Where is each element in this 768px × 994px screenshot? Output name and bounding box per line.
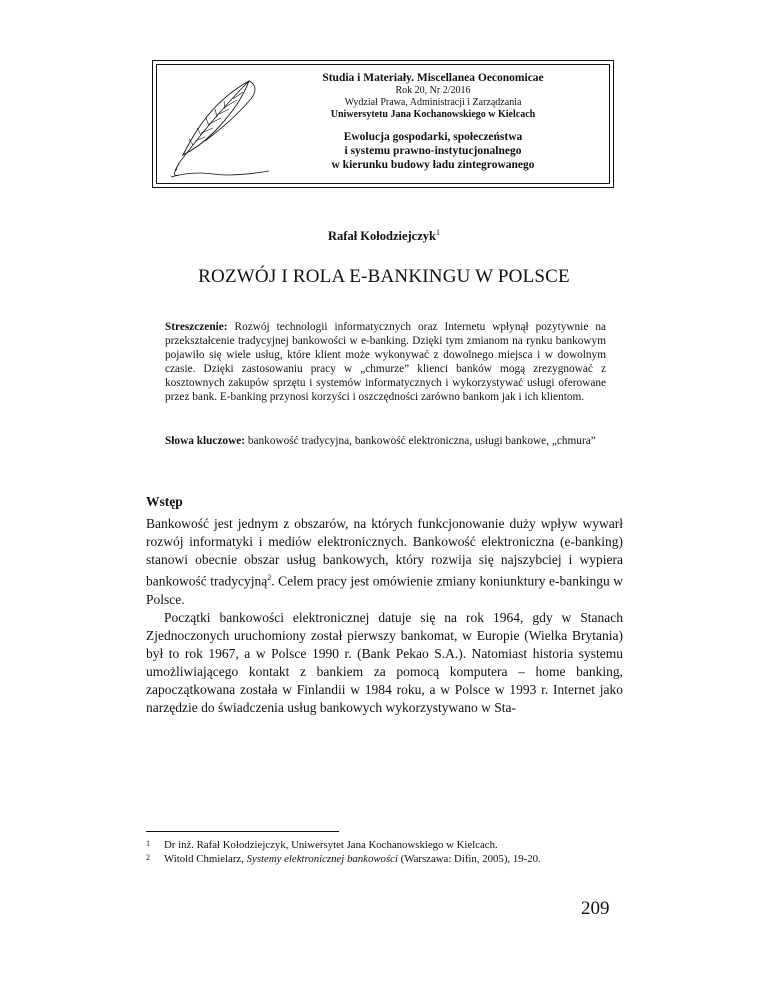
footnote-2-rest: (Warszawa: Difin, 2005), 19-20. [400, 853, 541, 865]
author-name: Rafał Kołodziejczyk [328, 229, 436, 244]
footnote-ref-2[interactable]: 2 [267, 573, 272, 582]
body-paragraph-1 [146, 515, 623, 609]
journal-theme-line-1: Ewolucja gospodarki, społeczeństwa [343, 131, 523, 143]
page-number: 209 [581, 898, 610, 919]
footnote-1-mark: 1 [146, 839, 150, 848]
journal-faculty: Wydział Prawa, Administracji i Zarządzania [344, 97, 522, 108]
article-title: ROZWÓJ I ROLA E-BANKINGU W POLSCE [198, 266, 570, 287]
keywords-label: Słowa kluczowe: [165, 435, 246, 447]
journal-header-text [257, 71, 609, 172]
journal-title: Studia i Materiały. Miscellanea Oeconomicae [322, 72, 544, 84]
footnote-2 [146, 852, 623, 866]
footnote-divider [146, 831, 339, 832]
journal-theme [257, 130, 609, 172]
abstract-text: Rozwój technologii informatycznych oraz Internetu wpłynął pozytywnie na przekształcenie tradycyjnej bankowości w e-banking. Dzięki tym zmianom na rynku bankowym pojawiło się wiele usług, które klient może wykonywać z dowolnego miejsca i w dowolnym czasie. Dzięki zastosowaniu pracy w „chmurze” klienci banków mogą zrezygnować z kosztownych zakupów sprzętu i systemów informatycznych i wykorzystywać usługi oferowane przez bank. E-banking przynosi korzyści i oszczędności zarówno bankom jak i ich klientom. [165, 321, 606, 404]
abstract-label: Streszczenie: [165, 321, 228, 333]
footnote-2-title: Systemy elektronicznej bankowości [246, 853, 398, 865]
footnotes [146, 838, 623, 866]
keywords-text: bankowość tradycyjna, bankowość elektroniczna, usługi bankowe, „chmura” [247, 435, 596, 447]
body-paragraph-2: Początki bankowości elektronicznej datuje się na rok 1964, gdy w Stanach Zjednoczonych uruchomiony został pierwszy bankomat, w Europie (Wielka Brytania) był to rok 1967, a w Polsce 1990 r. (Bank Pekao S.A.). Natomiast historia systemu umożliwiającego kontakt z bankiem za pomocą komputera – home banking, zapoczątkowana została w Finlandii w 1984 roku, a w Polsce w 1993 r. Internet jako narzędzie do świadczenia usług bankowych wykorzystywano w Sta- [146, 609, 623, 715]
article-author [0, 228, 768, 244]
journal-header-inner-frame [156, 64, 610, 184]
article-body [146, 515, 623, 717]
section-heading-wstep: Wstęp [146, 494, 183, 509]
footnote-1-text: Dr inż. Rafał Kołodziejczyk, Uniwersytet Jana Kochanowskiego w Kielcach. [164, 839, 498, 851]
journal-theme-line-2: i systemu prawno-instytucjonalnego [344, 145, 522, 157]
footnote-2-mark: 2 [146, 853, 150, 862]
journal-header-box [152, 60, 614, 188]
keywords [165, 434, 606, 448]
author-footnote-ref[interactable]: 1 [435, 228, 440, 237]
journal-university: Uniwersytetu Jana Kochanowskiego w Kielcach [330, 109, 536, 120]
footnote-2-author: Witold Chmielarz, [164, 853, 244, 865]
body-paragraph-1-tail: . Celem pracy jest omówienie zmiany koniunktury e-bankingu w Polsce. [146, 573, 623, 607]
abstract [165, 320, 606, 405]
journal-issue: Rok 20, Nr 2/2016 [395, 85, 471, 96]
journal-theme-line-3: w kierunku budowy ładu zintegrowanego [331, 159, 535, 171]
footnote-1 [146, 838, 623, 852]
body-paragraph-1-text: Bankowość jest jednym z obszarów, na których funkcjonowanie duży wpływ wywarł rozwój informatyki i mediów elektronicznych. Bankowość elektroniczna (e‑banking) stanowi obecnie obszar usług bankowych, który rozwija się najszybciej i wypiera bankowość tradycyjną [146, 516, 623, 589]
